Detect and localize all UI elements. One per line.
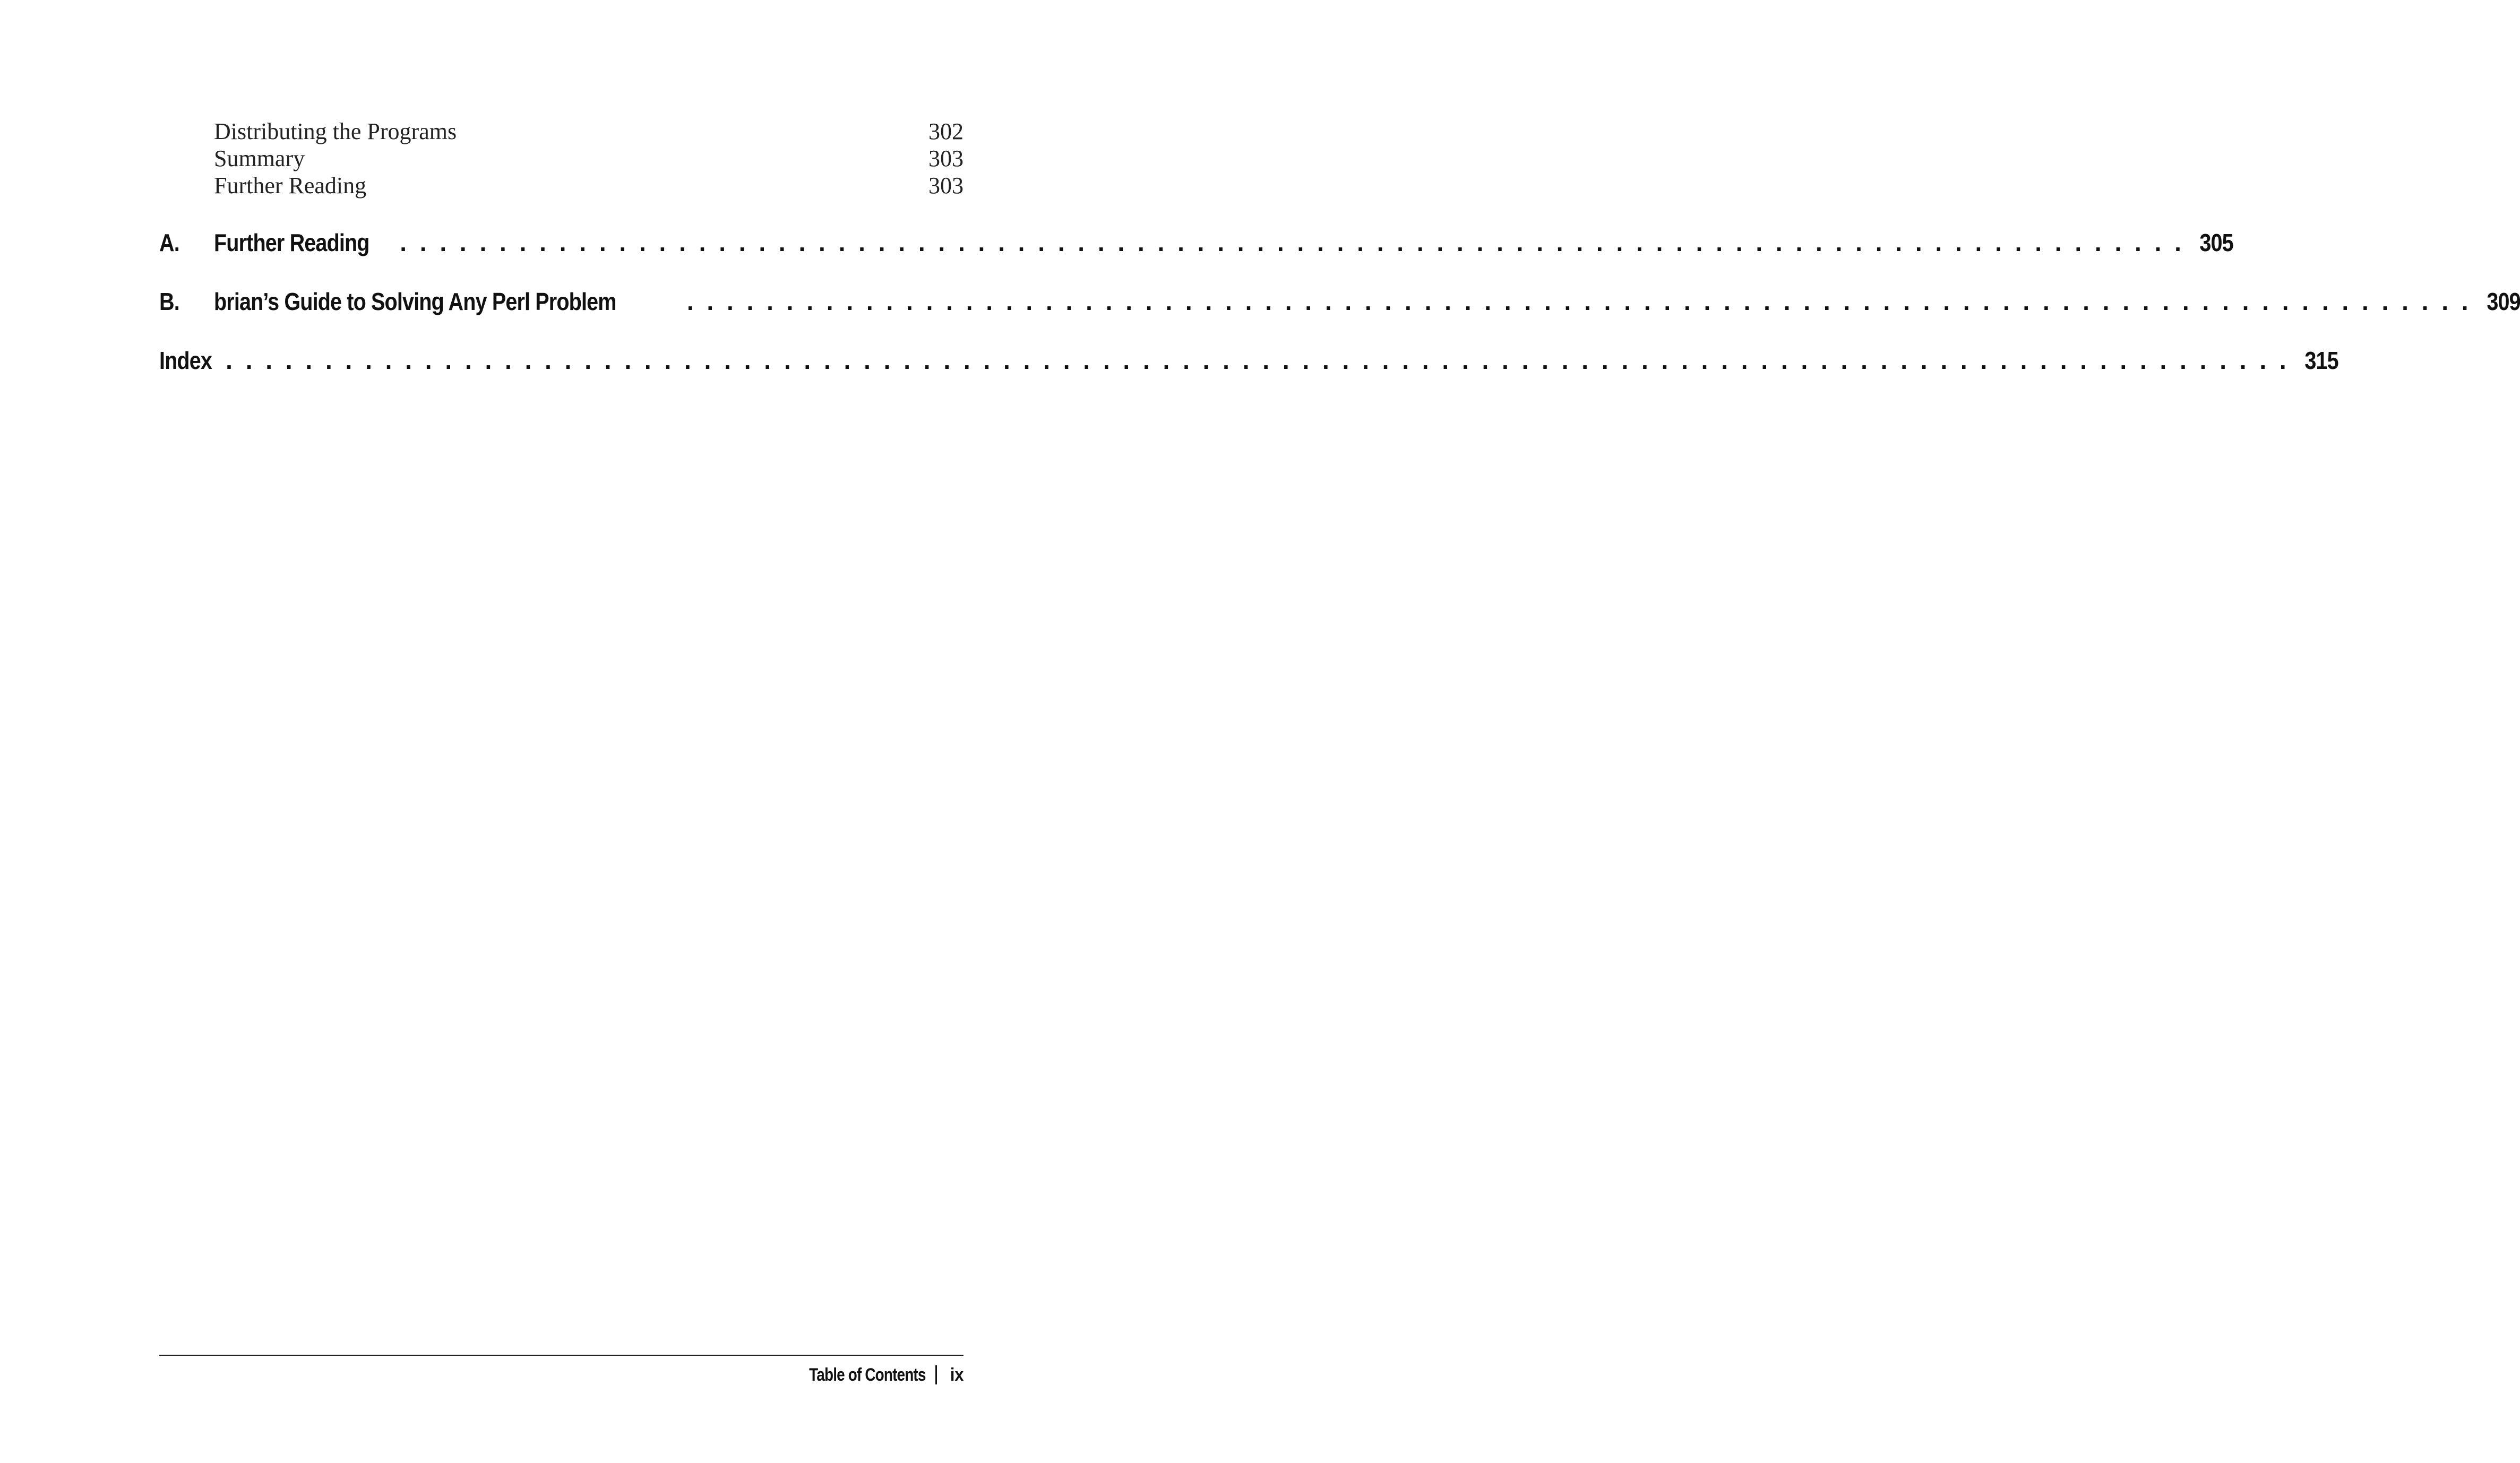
footer-page-number: ix: [950, 1364, 964, 1385]
toc-entry-title: Index: [159, 347, 212, 374]
toc-entry-page: 302: [928, 118, 964, 144]
toc-entry-title: Summary: [214, 145, 305, 171]
toc-sub-entries: [214, 118, 964, 199]
toc-entry-page: 305: [2199, 229, 2233, 256]
toc-entry-title: Further Reading: [214, 229, 369, 256]
footer-separator: [935, 1365, 937, 1384]
toc-sub-entry: [214, 145, 964, 172]
toc-entry-page: 303: [928, 145, 964, 171]
dot-leader: . . . . . . . . . . . . . . . . . . . . . . . . . . . . . . . . . . . . . . . . . . . . . . . . . . . . . . . . . . . . . . . . . . . . . . . . . . . . . . . . . . . . . . . . . .: [686, 288, 2472, 315]
toc-major-entries: [159, 224, 2520, 401]
toc-entry-page: 315: [2304, 347, 2338, 374]
toc-appendix-label: B.: [159, 288, 179, 315]
toc-entry-page: 309: [2486, 288, 2520, 315]
toc-appendix-entry: [159, 224, 2233, 283]
toc-sub-entry: [214, 118, 964, 145]
toc-appendix-entry: [159, 283, 2520, 342]
toc-entry-title: Further Reading: [214, 173, 367, 199]
toc-sub-entry: [214, 172, 964, 199]
page-footer: [784, 1362, 964, 1388]
toc-entry-page: 303: [928, 173, 964, 199]
toc-appendix-label: A.: [159, 229, 179, 256]
dot-leader: . . . . . . . . . . . . . . . . . . . . . . . . . . . . . . . . . . . . . . . . . . . . . . . . . . . . . . . . . . . . . . . . . . . . . . . . . . . . . . . . . . . . . . . . . . . . . . . . . . . . . . . .: [226, 347, 2290, 374]
footer-rule: [159, 1355, 964, 1356]
toc-entry-title: Distributing the Programs: [214, 118, 457, 144]
toc-entry-title: brian’s Guide to Solving Any Perl Problem: [214, 288, 616, 315]
dot-leader: . . . . . . . . . . . . . . . . . . . . . . . . . . . . . . . . . . . . . . . . . . . . . . . . . . . . . . . . . . . . . . . . . . . . . . . . . . . . . . . . . . . . . . . . . .: [400, 229, 2184, 256]
toc-index-entry: [159, 342, 2338, 401]
footer-section-title: Table of Contents: [809, 1364, 926, 1385]
